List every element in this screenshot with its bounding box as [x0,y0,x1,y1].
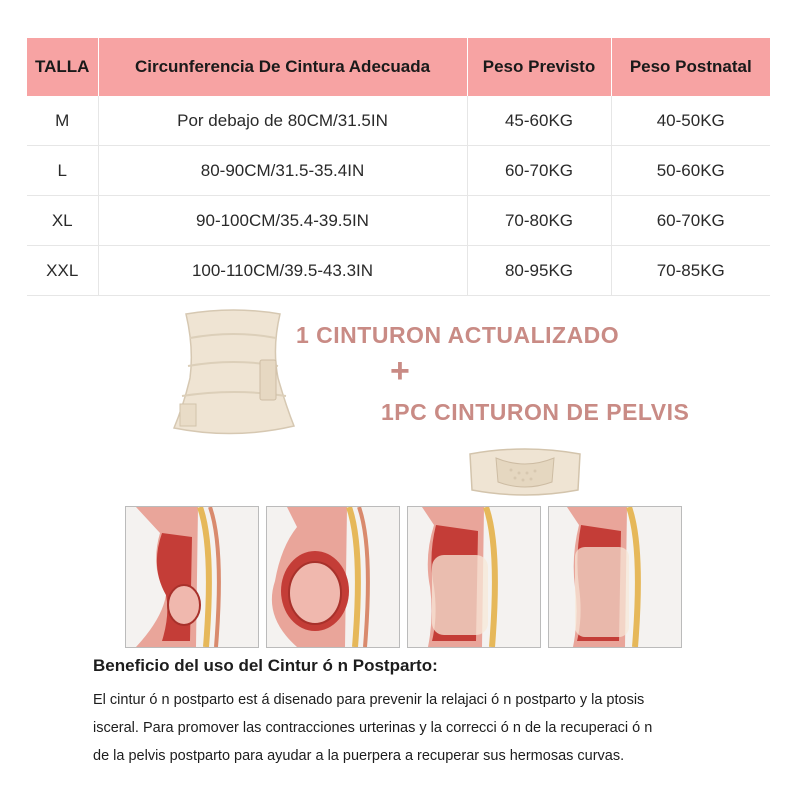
benefit-line: El cintur ó n postparto est á disenado para prevenir la relajaci ó n postparto y la ptosis [93,692,645,708]
product-bundle-section [0,300,800,500]
full-term-anatomy-icon [267,507,399,647]
benefit-description [93,686,773,770]
pregnancy-anatomy-icon [126,507,258,647]
anatomy-panel-recovered [548,506,682,648]
header-talla: TALLA [27,38,98,96]
promo-plus: + [390,352,410,390]
waist-cell: 100-110CM/39.5-43.3IN [98,246,467,296]
expected-weight-cell: 70-80KG [467,196,611,246]
size-cell: L [27,146,98,196]
promo-line-belt: 1 CINTURON ACTUALIZADO [296,322,620,348]
expected-weight-cell: 80-95KG [467,246,611,296]
table-row [27,96,770,146]
benefit-line: isceral. Para promover las contracciones urterinas y la correcci ó n de la recuperaci ó n [93,720,653,736]
table-row [27,146,770,196]
header-peso-postnatal: Peso Postnatal [611,38,770,96]
table-row [27,196,770,246]
header-circunferencia: Circunferencia De Cintura Adecuada [98,38,467,96]
anatomy-panel-pregnancy [125,506,259,648]
table-row [27,246,770,296]
recovered-anatomy-icon [549,507,681,647]
waist-cell: 90-100CM/35.4-39.5IN [98,196,467,246]
postnatal-weight-cell: 40-50KG [611,96,770,146]
expected-weight-cell: 45-60KG [467,96,611,146]
waist-cell: 80-90CM/31.5-35.4IN [98,146,467,196]
benefit-line: de la pelvis postparto para ayudar a la puerpera a recuperar sus hermosas curvas. [93,748,625,764]
size-cell: XL [27,196,98,246]
size-cell: XXL [27,246,98,296]
expected-weight-cell: 60-70KG [467,146,611,196]
postnatal-weight-cell: 50-60KG [611,146,770,196]
benefit-title: Beneficio del uso del Cintur ó n Postparto: [93,656,438,675]
table-header-row [27,38,770,96]
postnatal-weight-cell: 70-85KG [611,246,770,296]
postpartum-anatomy-icon [408,507,540,647]
size-cell: M [27,96,98,146]
promo-line-pelvis-belt: 1PC CINTURON DE PELVIS [381,399,690,425]
pelvis-belt-icon [466,444,584,500]
postnatal-weight-cell: 60-70KG [611,196,770,246]
size-chart-table [27,38,770,296]
waist-belt-icon [168,308,300,436]
waist-cell: Por debajo de 80CM/31.5IN [98,96,467,146]
anatomy-panel-full-term [266,506,400,648]
header-peso-previsto: Peso Previsto [467,38,611,96]
anatomy-panel-postpartum [407,506,541,648]
